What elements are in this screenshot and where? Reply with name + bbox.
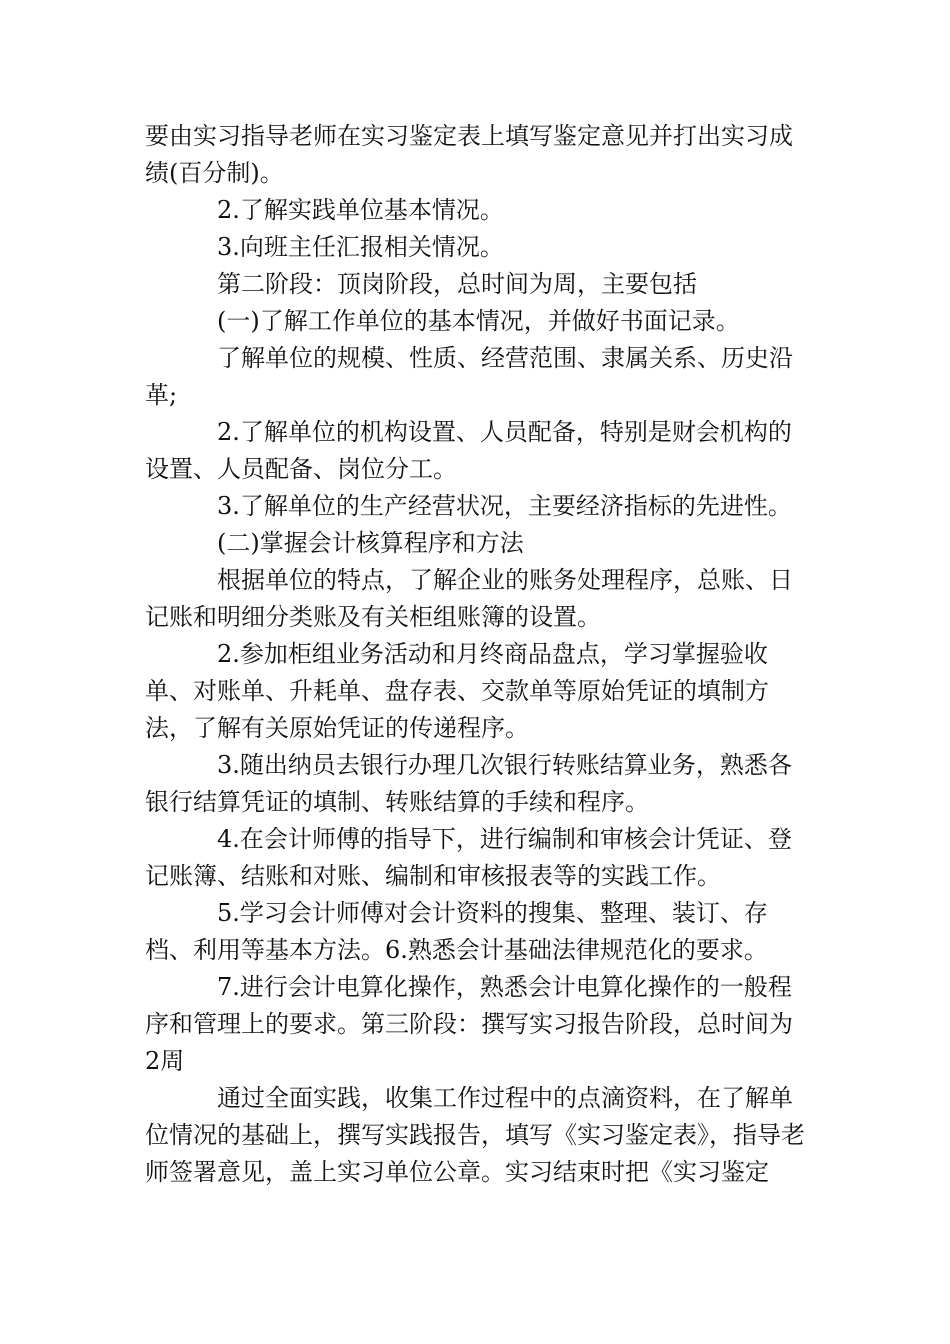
paragraph-3: 3.向班主任汇报相关情况。 [217, 233, 504, 261]
paragraph-11: 2.参加柜组业务活动和月终商品盘点，学习掌握验收单、对账单、升耗单、盘存表、交款单等原始凭证的填制方法，了解有关原始凭证的传递程序。 [145, 640, 769, 742]
paragraph-13: 4.在会计师傅的指导下，进行编制和审核会计凭证、登记账簿、结账和对账、编制和审核报表等的实践工作。 [145, 825, 792, 890]
paragraph-14: 5.学习会计师傅对会计资料的搜集、整理、装订、存档、利用等基本方法。6.熟悉会计基础法律规范化的要求。 [145, 899, 768, 964]
paragraph-12: 3.随出纳员去银行办理几次银行转账结算业务，熟悉各银行结算凭证的填制、转账结算的手续和程序。 [145, 751, 792, 816]
paragraph-8: 3.了解单位的生产经营状况，主要经济指标的先进性。 [217, 492, 792, 520]
document-body [145, 118, 805, 1191]
paragraph-5: (一)了解工作单位的基本情况，并做好书面记录。 [217, 307, 740, 335]
paragraph-1: 要由实习指导老师在实习鉴定表上填写鉴定意见并打出实习成绩(百分制)。 [145, 122, 793, 187]
paragraph-6: 了解单位的规模、性质、经营范围、隶属关系、历史沿革; [145, 344, 793, 409]
paragraph-15: 7.进行会计电算化操作，熟悉会计电算化操作的一般程序和管理上的要求。第三阶段：撰写实习报告阶段，总时间为2周 [145, 973, 793, 1075]
paragraph-10: 根据单位的特点，了解企业的账务处理程序，总账、日记账和明细分类账及有关柜组账簿的设置。 [145, 566, 793, 631]
paragraph-16: 通过全面实践，收集工作过程中的点滴资料，在了解单位情况的基础上，撰写实践报告，填写《实习鉴定表》，指导老师签署意见，盖上实习单位公章。实习结束时把《实习鉴定 [145, 1084, 805, 1186]
paragraph-9: (二)掌握会计核算程序和方法 [217, 529, 524, 557]
paragraph-4: 第二阶段：顶岗阶段，总时间为周，主要包括 [217, 270, 697, 298]
paragraph-7: 2.了解单位的机构设置、人员配备，特别是财会机构的设置、人员配备、岗位分工。 [145, 418, 792, 483]
paragraph-2: 2.了解实践单位基本情况。 [217, 196, 504, 224]
